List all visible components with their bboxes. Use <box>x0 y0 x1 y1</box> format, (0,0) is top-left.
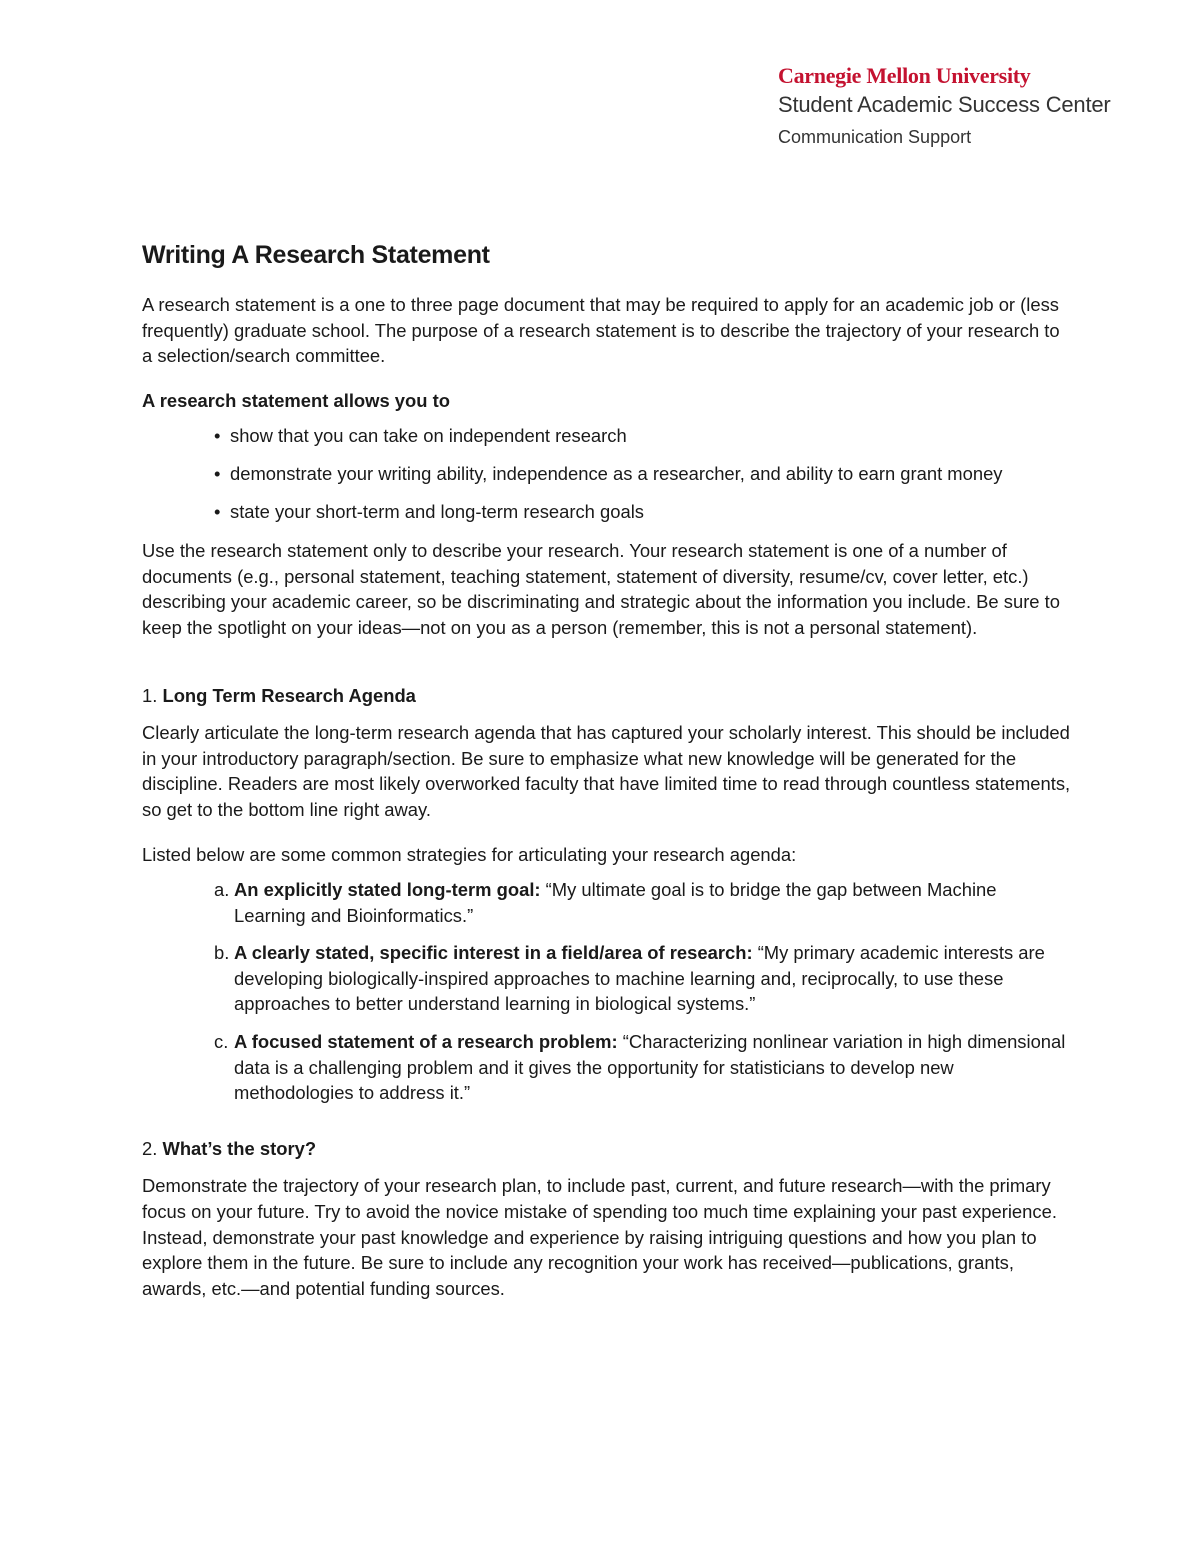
allows-heading: A research statement allows you to <box>142 389 450 411</box>
bullet-icon: • <box>214 425 221 447</box>
list-item: • state your short-term and long-term research goals <box>212 499 1072 525</box>
program-name: Communication Support <box>778 127 972 147</box>
strategies-list <box>142 877 1072 1106</box>
use-paragraph: Use the research statement only to describe your research. Your research statement is one of a number of documents (e.g., personal statement, teaching statement, statement of diversity, resume/cv, cover letter, etc.) describing your academic career, so be discriminating and strategic about the information you include. Be sure to keep the spotlight on your ideas—not on you as a person (remember, this is not a personal statement). <box>142 540 1060 638</box>
allows-list <box>142 423 1072 524</box>
section-2-paragraph: Demonstrate the trajectory of your research plan, to include past, current, and future research—with the primary focus on your future. Try to avoid the novice mistake of spending too much time explaining your past experience. Instead, demonstrate your past knowledge and experience by raising intriguing questions and how you plan to explore them in the future. Be sure to include any recognition your work has received—publications, grants, awards, etc.—and potential funding sources. <box>142 1175 1057 1299</box>
bullet-icon: • <box>214 500 221 522</box>
intro-paragraph: A research statement is a one to three page document that may be required to apply for an academic job or (less frequently) graduate school. The purpose of a research statement is to describe the trajectory of your research to a selection/search committee. <box>142 294 1060 367</box>
page-title: Writing A Research Statement <box>142 241 490 269</box>
list-item: c. A focused statement of a research problem: “Characterizing nonlinear variation in high dimensional data is a challenging problem and it gives the opportunity for statisticians to develop new methodologies to address it.” <box>214 1031 1066 1104</box>
center-name: Student Academic Success Center <box>778 92 1111 117</box>
bullet-icon: • <box>214 462 221 484</box>
university-wordmark: Carnegie Mellon University <box>778 63 1031 88</box>
list-item: b. A clearly stated, specific interest in a field/area of research: “My primary academic interests are developing biologically-inspired approaches to machine learning and, reciprocally, to use these approaches to better understand learning in biological systems.” <box>214 942 1045 1015</box>
list-item: a. An explicitly stated long-term goal: “My ultimate goal is to bridge the gap between Machine Learning and Bioinformatics.” <box>214 879 997 926</box>
document-body <box>142 238 1072 1320</box>
section-1-heading: 1. Long Term Research Agenda <box>142 684 416 706</box>
section-1-paragraph: Clearly articulate the long-term research agenda that has captured your scholarly interest. This should be included in your introductory paragraph/section. Be sure to emphasize what new knowledge will be generated for the discipline. Readers are most likely overworked faculty that have limited time to read through countless statements, so get to the bottom line right away. <box>142 722 1071 820</box>
list-item: • demonstrate your writing ability, independence as a researcher, and ability to earn grant money <box>212 461 1072 487</box>
list-item: • show that you can take on independent research <box>212 423 1072 449</box>
section-2-heading: 2. What’s the story? <box>142 1137 317 1159</box>
section-1-lead: Listed below are some common strategies for articulating your research agenda: <box>142 843 797 865</box>
letterhead <box>778 62 1111 154</box>
